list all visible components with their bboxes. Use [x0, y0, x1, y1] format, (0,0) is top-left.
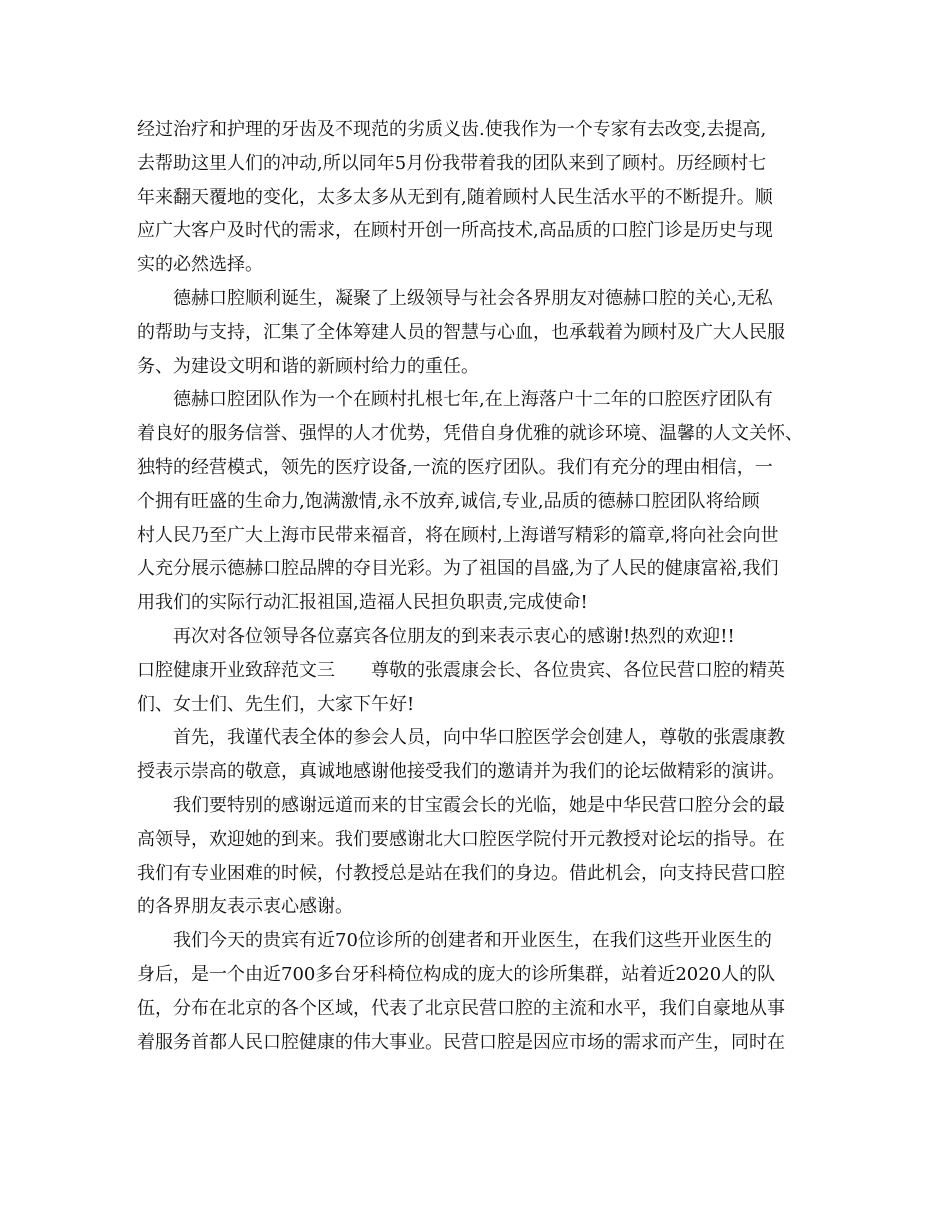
text-line: 个拥有旺盛的生命力,饱满激情,永不放弃,诚信,专业,品质的德赫口腔团队将给顾: [137, 490, 760, 512]
text-line: 用我们的实际行动汇报祖国,造福人民担负职责,完成使命!: [137, 592, 588, 614]
text-line: 实的必然选择。: [137, 254, 263, 276]
paragraph-first-line: 首先，我谨代表全体的参会人员，向中华口腔医学会创建人，尊敬的张震康教: [173, 727, 785, 749]
paragraph-first-line: 我们今天的贵宾有近70位诊所的创建者和开业医生，在我们这些开业医生的: [173, 930, 772, 952]
paragraph-first-line: 德赫口腔团队作为一个在顾村扎根七年,在上海落户十二年的口腔医疗团队有: [173, 389, 773, 411]
paragraph-first-line: 我们要特别的感谢远道而来的甘宝霞会长的光临，她是中华民营口腔分会的最: [173, 794, 785, 816]
document-body: [137, 113, 827, 1059]
text-line: 务、为建设文明和谐的新顾村给力的重任。: [137, 355, 479, 377]
text-line: 人充分展示德赫口腔品牌的夺目光彩。为了祖国的昌盛,为了人民的健康富裕,我们: [137, 558, 779, 580]
text-line: 们、女士们、先生们，大家下午好!: [137, 693, 415, 715]
text-line: 独特的经营模式，领先的医疗设备,一流的医疗团队。我们有充分的理由相信，一: [137, 456, 773, 478]
text-line: 的各界朋友表示衷心感谢。: [137, 896, 353, 918]
text-line: 身后，是一个由近700多台牙科椅位构成的庞大的诊所集群，站着近2020人的队: [137, 963, 776, 985]
text-line: 年来翻天覆地的变化，太多太多从无到有,随着顾村人民生活水平的不断提升。顺: [137, 186, 773, 208]
text-line: 高领导，欢迎她的到来。我们要感谢北大口腔医学院付开元教授对论坛的指导。在: [137, 828, 785, 850]
text-line: 伍，分布在北京的各个区域，代表了北京民营口腔的主流和水平，我们自豪地从事: [137, 997, 785, 1019]
text-line: 应广大客户及时代的需求，在顾村开创一所高技术,高品质的口腔门诊是历史与现: [137, 220, 773, 242]
text-line: 的帮助与支持，汇集了全体筹建人员的智慧与心血，也承载着为顾村及广大人民服: [137, 321, 785, 343]
paragraph-first-line: 再次对各位领导各位嘉宾各位朋友的到来表示衷心的感谢!热烈的欢迎!!: [173, 625, 735, 647]
text-line: 授表示崇高的敬意，真诚地感谢他接受我们的邀请并为我们的论坛做精彩的演讲。: [137, 761, 785, 783]
text-line: 我们有专业困难的时候，付教授总是站在我们的身边。借此机会，向支持民营口腔: [137, 862, 785, 884]
text-line: 经过治疗和护理的牙齿及不现范的劣质义齿.使我作为一个专家有去改变,去提高,: [137, 119, 767, 140]
text-line: 村人民乃至广大上海市民带来福音，将在顾村,上海谱写精彩的篇章,将向社会向世: [137, 524, 779, 546]
text-line: 去帮助这里人们的冲动,所以同年5月份我带着我的团队来到了顾村。历经顾村七: [137, 152, 767, 174]
section-heading-line: 口腔健康开业致辞范文三 尊敬的张震康会长、各位贵宾、各位民营口腔的精英: [137, 659, 785, 681]
paragraph-first-line: 德赫口腔顺利诞生，凝聚了上级领导与社会各界朋友对德赫口腔的关心,无私: [173, 287, 773, 309]
text-line: 着良好的服务信誉、强悍的人才优势，凭借自身优雅的就诊环境、温馨的人文关怀、: [137, 423, 803, 445]
text-line: 着服务首都人民口腔健康的伟大事业。民营口腔是因应市场的需求而产生，同时在: [137, 1031, 785, 1053]
